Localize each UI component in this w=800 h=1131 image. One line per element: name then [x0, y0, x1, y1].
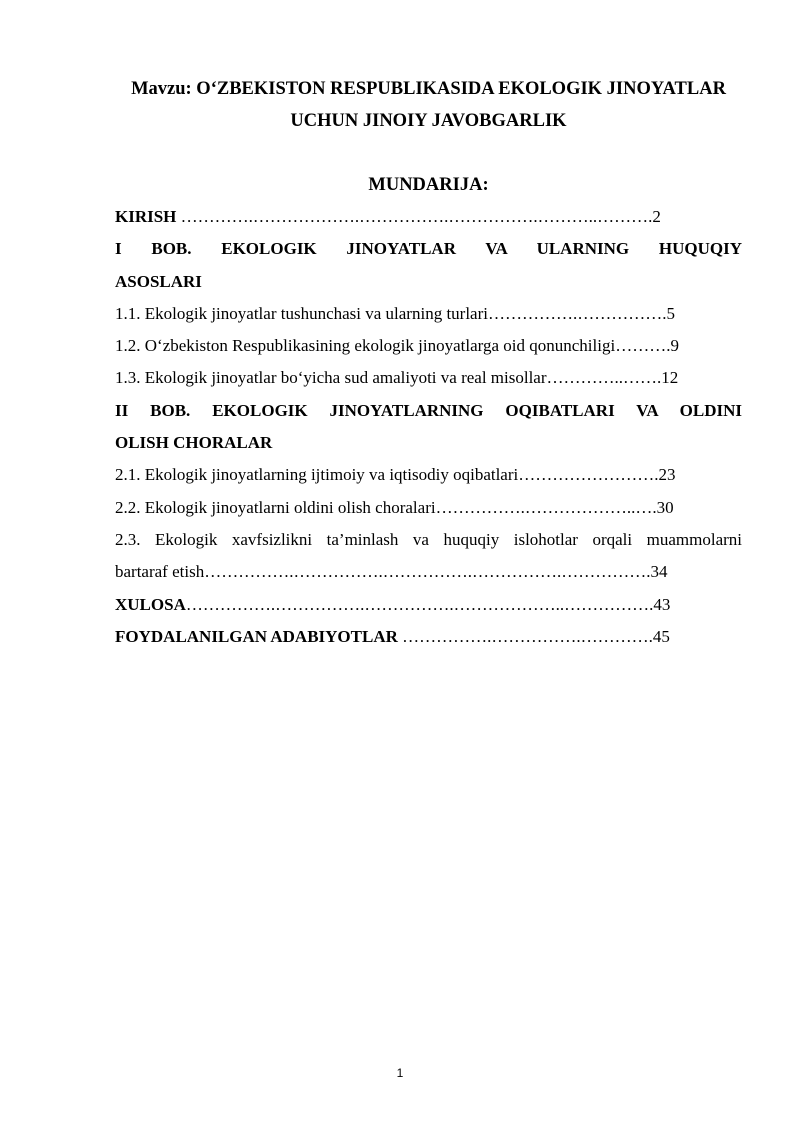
- toc-entry-title-line-1: 2.3. Ekologik xavfsizlikni ta’minlash va huquqiy islohotlar orqali muammolarni: [115, 529, 742, 549]
- toc-page-number: 5: [666, 303, 675, 323]
- document-title: [115, 73, 742, 137]
- toc-leader-dots: …………….…………….: [487, 303, 667, 323]
- toc-entry-xulosa: [115, 589, 742, 621]
- toc-entry-title: 1.3. Ekologik jinoyatlar bo‘yicha sud amaliyoti va real misollar: [115, 368, 547, 388]
- toc-entry-title: XULOSA: [115, 594, 186, 614]
- toc-leader-dots: ……….: [615, 336, 671, 356]
- toc-entry-title: KIRISH: [115, 207, 177, 226]
- toc-entry-bob-2: [115, 395, 742, 460]
- title-line-1: Mavzu: O‘ZBEKISTON RESPUBLIKASIDA EKOLOGIK JINOYATLAR: [131, 79, 726, 99]
- toc-page-number: 45: [652, 626, 670, 646]
- toc-entry-title: FOYDALANILGAN ADABIYOTLAR: [115, 626, 398, 646]
- table-of-contents: [115, 201, 742, 653]
- toc-entry-1-1: [115, 298, 742, 330]
- toc-entry-1-3: [115, 362, 742, 394]
- toc-entry-title: 2.1. Ekologik jinoyatlarning ijtimoiy va iqtisodiy oqibatlari: [115, 465, 519, 485]
- toc-leader-dots: …………………….: [518, 465, 659, 485]
- toc-entry-1-2: [115, 330, 742, 362]
- toc-entry-title: 1.2. O‘zbekiston Respublikasining ekologik jinoyatlarga oid qonunchiligi: [115, 336, 616, 356]
- toc-leader-dots: …………….…………….…………….…………….…………….: [204, 562, 651, 582]
- toc-entry-2-3: [115, 524, 742, 589]
- toc-entry-bob-1: [115, 233, 742, 298]
- toc-entry-adabiyotlar: [115, 621, 742, 653]
- toc-leader-dots: …………..…….: [546, 368, 662, 388]
- toc-chapter-line-2: OLISH CHORALAR: [115, 433, 273, 453]
- toc-page-number: 30: [656, 497, 674, 517]
- toc-page-number: 34: [650, 562, 668, 582]
- toc-chapter-line-1: II BOB. EKOLOGIK JINOYATLARNING OQIBATLARI VA OLDINI: [115, 400, 742, 420]
- toc-entry-title: 2.2. Ekologik jinoyatlarni oldini olish choralari: [115, 497, 436, 517]
- toc-entry-title: bartaraf etish: [115, 562, 205, 582]
- toc-page-number: 2: [652, 207, 661, 226]
- toc-chapter-line-1: I BOB. EKOLOGIK JINOYATLAR VA ULARNING HUQUQIY: [115, 239, 742, 259]
- toc-page-number: 12: [661, 368, 679, 388]
- toc-chapter-line-2: ASOSLARI: [115, 271, 202, 291]
- toc-entry-2-2: [115, 492, 742, 524]
- toc-page-number: 23: [658, 465, 676, 485]
- toc-leader-dots: …………….…………….…………….………………..…………….: [185, 594, 654, 614]
- toc-leader-dots: …………….…………….………….: [397, 626, 653, 646]
- toc-leader-dots: ………….……………….…………….…………….………..……….: [176, 207, 653, 226]
- toc-entry-kirish: [115, 201, 742, 233]
- toc-entry-title-line-2: [115, 556, 742, 588]
- toc-page-number: 43: [653, 594, 671, 614]
- toc-entry-2-1: [115, 459, 742, 491]
- toc-heading: MUNDARIJA:: [368, 175, 489, 195]
- toc-entry-title: 1.1. Ekologik jinoyatlar tushunchasi va ularning turlari: [115, 303, 488, 323]
- toc-page-number: 9: [670, 336, 679, 356]
- toc-leader-dots: …………….………………..….: [435, 497, 657, 517]
- page-number: 1: [396, 1066, 404, 1080]
- title-line-2: UCHUN JINOIY JAVOBGARLIK: [290, 111, 567, 131]
